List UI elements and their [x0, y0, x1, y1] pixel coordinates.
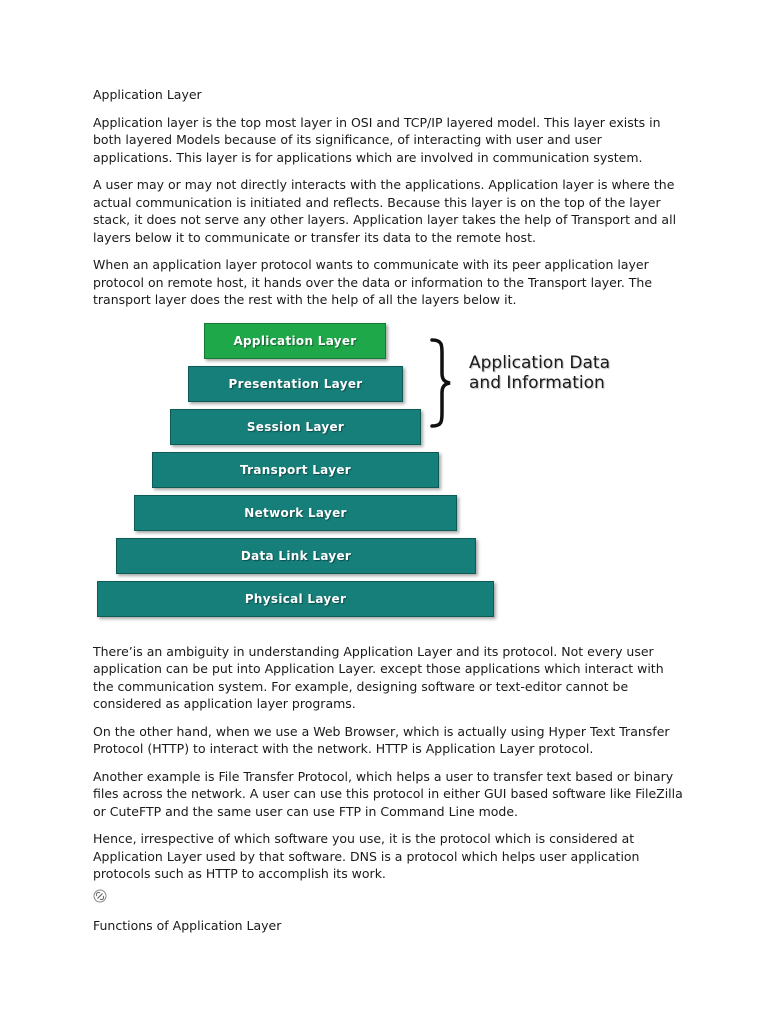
- paragraph-2: A user may or may not directly interacts with the applications. Application layer is where the actual communication is initiated and reflects. Because this layer is on the top of the layer stack, it does not serve any other layers. Application layer takes the help of Transport and all layers below it to communicate or transfer its data to the remote host.: [93, 177, 677, 245]
- application-data-label-line1: Application Data: [469, 352, 610, 373]
- layer-transport: Transport Layer: [152, 452, 439, 488]
- paragraph-3: When an application layer protocol wants to communicate with its peer application layer protocol on remote host, it hands over the data or information to the Transport layer. The transport layer does the rest with the help of all the layers below it.: [93, 257, 653, 307]
- paragraph-1: Application layer is the top most layer in OSI and TCP/IP layered model. This layer exists in both layered Models because of its significance, of interacting with user and user applications. This layer is for applications which are involved in communication system.: [93, 114, 661, 165]
- layer-data-link: Data Link Layer: [116, 538, 476, 574]
- osi-layer-diagram: [93, 319, 683, 629]
- layer-physical: Physical Layer: [97, 581, 494, 617]
- section-heading: Functions of Application Layer: [93, 917, 282, 933]
- paragraph-4: There’is an ambiguity in understanding Application Layer and its protocol. Not every user application can be put into Application Layer. except those applications which interact with the communication system. For example, designing software or text-editor cannot be considered as application layer programs.: [93, 643, 664, 711]
- paragraph-6: Another example is File Transfer Protocol, which helps a user to transfer text based or binary files across the network. A user can use this protocol in either GUI based software like FileZilla or CuteFTP and the same user can use FTP in Command Line mode.: [93, 768, 683, 819]
- layer-presentation: Presentation Layer: [188, 366, 403, 402]
- application-data-label: [469, 353, 610, 393]
- paragraph-5: On the other hand, when we use a Web Browser, which is actually using Hyper Text Transfer Protocol (HTTP) to interact with the network. HTTP is Application Layer protocol.: [93, 723, 670, 756]
- document-heading: Application Layer: [93, 87, 202, 102]
- layer-application: Application Layer: [204, 323, 386, 359]
- document-page: [93, 86, 683, 944]
- curly-brace-icon: [428, 337, 452, 429]
- layer-session: Session Layer: [170, 409, 421, 445]
- application-data-label-line2: and Information: [469, 372, 605, 393]
- paragraph-7: Hence, irrespective of which software you use, it is the protocol which is considered at Application Layer used by that software. DNS is a protocol which helps user application protocols such as HTTP to accomplish its work.: [93, 831, 640, 881]
- layer-network: Network Layer: [134, 495, 457, 531]
- link-icon: [93, 889, 107, 903]
